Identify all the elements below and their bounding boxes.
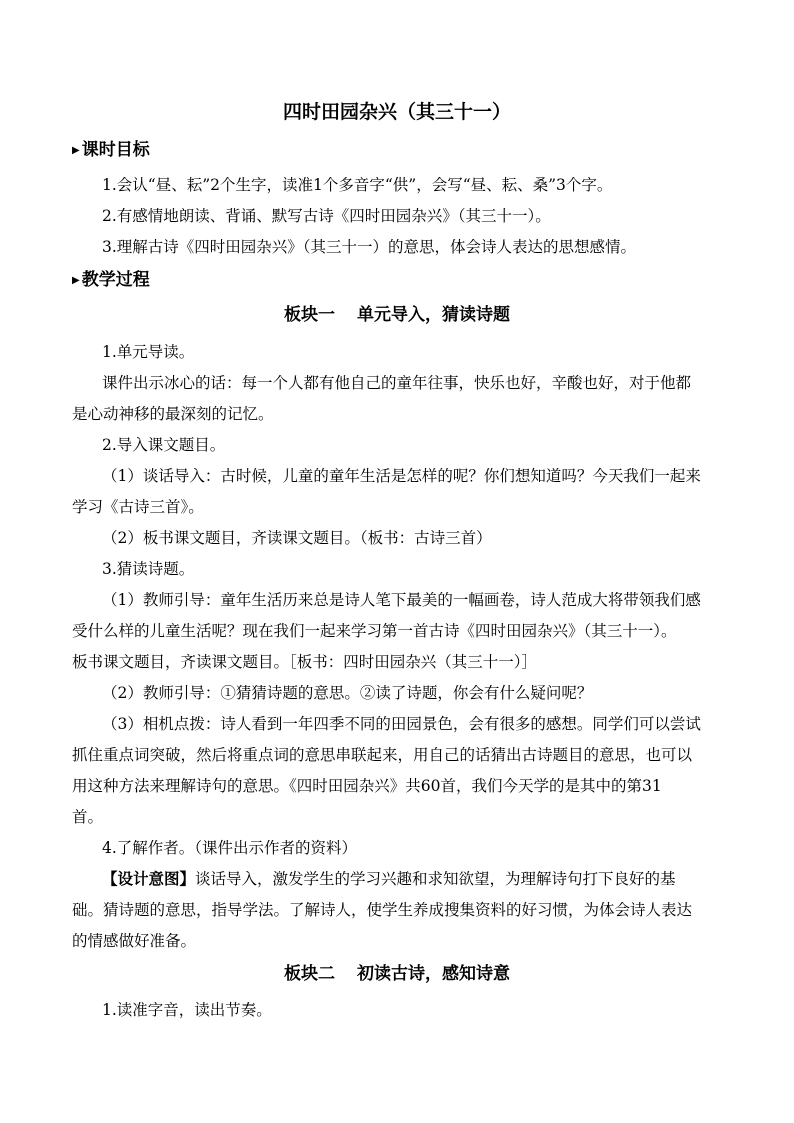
section-1-name: 单元导入，猜读诗题 <box>357 305 510 325</box>
paragraph-line: 1.读准字音，读出节奏。 <box>102 1001 272 1019</box>
paragraph-line: 是心动神移的最深刻的记忆。 <box>72 405 274 423</box>
design-intent-line: 的情感做好准备。 <box>72 932 197 950</box>
section-1-heading <box>0 304 794 326</box>
paragraph-line: 受什么样的儿童生活呢？现在我们一起来学习第一首古诗《四时田园杂兴》（其三十一）。 <box>72 622 677 640</box>
paragraph-line: 板书课文题目，齐读课文题目。［板书：四时田园杂兴（其三十一）］ <box>72 653 538 671</box>
document-title: 四时田园杂兴（其三十一） <box>282 101 511 123</box>
paragraph-line: 用这种方法来理解诗句的意思。《四时田园杂兴》共60首，我们今天学的是其中的第31 <box>72 777 662 795</box>
paragraph-line: 课件出示冰心的话：每一个人都有他自己的童年往事，快乐也好，辛酸也好，对于他都 <box>102 374 692 392</box>
section-1-label: 板块一 <box>284 305 335 325</box>
paragraph-line: （3）相机点拨：诗人看到一年四季不同的田园景色，会有很多的感想。同学们可以尝试 <box>102 715 701 733</box>
paragraph-line: （2）教师引导：①猜猜诗题的意思。②读了诗题，你会有什么疑问呢？ <box>102 684 593 702</box>
objective-item: 3.理解古诗《四时田园杂兴》（其三十一）的意思，体会诗人表达的思想感情。 <box>102 238 637 256</box>
design-intent-line <box>102 869 722 889</box>
paragraph-line: 抓住重点词突破，然后将重点词的意思串联起来，用自己的话猜出古诗题目的意思，也可以 <box>72 746 693 764</box>
objectives-heading <box>72 139 150 164</box>
design-intent-text: 谈话导入，激发学生的学习兴趣和求知欲望，为理解诗句打下良好的基 <box>195 870 676 888</box>
triangle-bullet-icon: ▶ <box>72 275 80 286</box>
objective-item: 1.会认“昼、耘”2个生字，读准1个多音字“供”，会写“昼、耘、桑”3个字。 <box>102 176 613 194</box>
paragraph-line: 4.了解作者。（课件出示作者的资料） <box>102 839 358 857</box>
paragraph-line: （1）教师引导：童年生活历来总是诗人笔下最美的一幅画卷，诗人范成大将带领我们感 <box>102 591 701 609</box>
section-2-name: 初读古诗，感知诗意 <box>357 964 510 984</box>
design-intent-line: 础。猜诗题的意思，指导学法。了解诗人，使学生养成搜集资料的好习惯，为体会诗人表达 <box>72 901 693 919</box>
objective-item: 2.有感情地朗读、背诵、默写古诗《四时田园杂兴》（其三十一）。 <box>102 207 551 225</box>
paragraph-line: 首。 <box>72 808 104 826</box>
design-intent-label: 【设计意图】 <box>102 869 196 888</box>
objectives-heading-text: 课时目标 <box>81 140 150 160</box>
paragraph-line: 1.单元导读。 <box>102 343 195 361</box>
section-2-heading <box>0 963 794 985</box>
section-2-label: 板块二 <box>284 964 335 984</box>
paragraph-line: 3.猜读诗题。 <box>102 560 195 578</box>
process-heading-text: 教学过程 <box>81 270 150 290</box>
process-heading <box>72 269 150 294</box>
paragraph-line: （1）谈话导入：古时候，儿童的童年生活是怎样的呢？你们想知道吗？今天我们一起来 <box>102 467 701 485</box>
paragraph-line: 学习《古诗三首》。 <box>72 498 204 516</box>
triangle-bullet-icon: ▶ <box>72 145 80 156</box>
paragraph-line: （2）板书课文题目，齐读课文题目。（板书：古诗三首） <box>102 529 492 547</box>
paragraph-line: 2.导入课文题目。 <box>102 436 226 454</box>
